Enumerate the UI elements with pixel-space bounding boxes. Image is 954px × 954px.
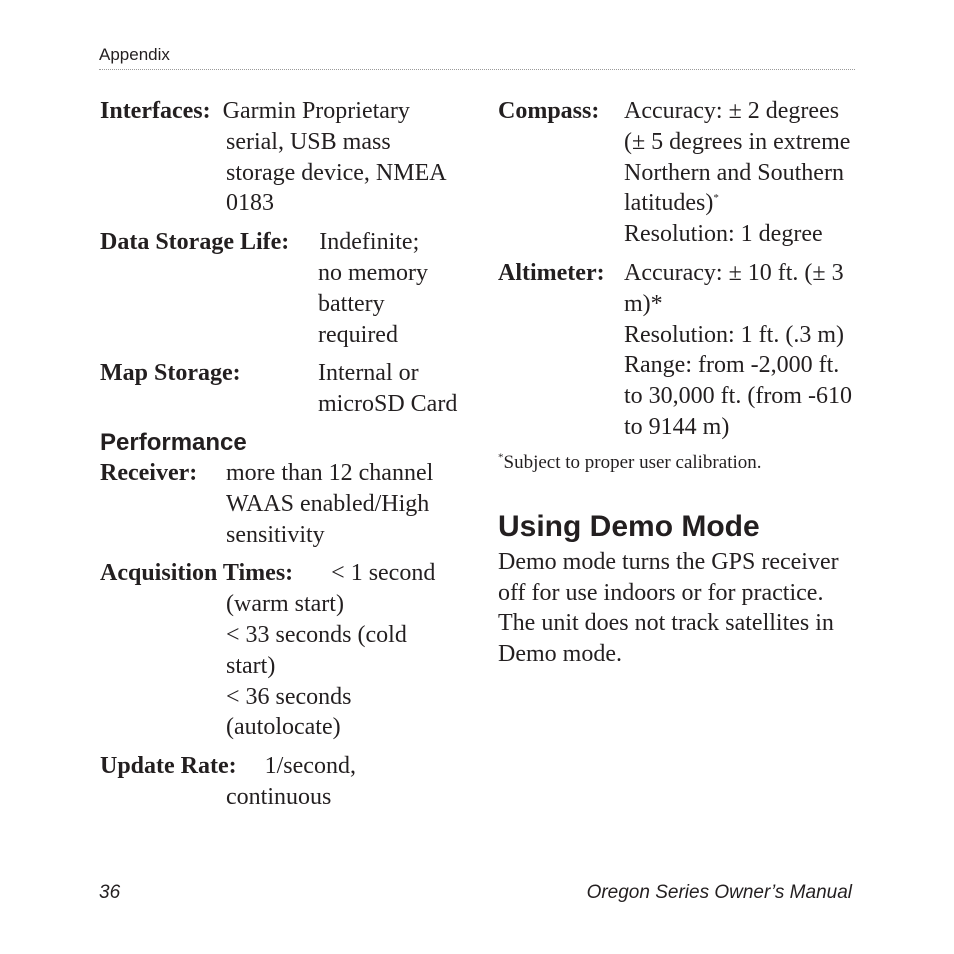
spec-receiver <box>100 458 470 550</box>
header-divider <box>99 69 855 70</box>
spec-value-line: 0183 <box>226 190 274 217</box>
spec-value: Garmin Proprietary <box>222 98 410 124</box>
footnote-text: Subject to proper user calibration. <box>503 451 762 473</box>
spec-value-line: (± 5 degrees in extreme <box>624 128 851 155</box>
spec-label: Interfaces: <box>100 98 211 124</box>
spec-compass <box>498 96 868 250</box>
spec-value-line: (warm start) <box>226 591 344 618</box>
spec-value-line: serial, USB mass <box>226 128 391 155</box>
spec-value-line: < 36 seconds <box>226 683 352 710</box>
spec-value-continued <box>226 127 470 219</box>
spec-value: 1/second, <box>264 753 356 780</box>
spec-label: Receiver: <box>100 459 198 486</box>
footnote-mark: * <box>498 451 504 464</box>
spec-data-storage-life <box>100 227 470 350</box>
spec-label: Update Rate: <box>100 753 237 780</box>
spec-value: Internal or <box>318 360 419 387</box>
spec-interfaces <box>100 96 470 219</box>
spec-altimeter <box>498 258 868 443</box>
spec-value-text: latitudes) <box>624 190 714 217</box>
spec-value-line: WAAS enabled/High <box>226 490 430 517</box>
spec-value-line: required <box>318 321 398 348</box>
spec-value-line: < 33 seconds (cold <box>226 621 407 648</box>
right-column <box>498 96 868 670</box>
spec-value: Accuracy: ± 2 degrees <box>624 98 840 124</box>
spec-value-line: m)* <box>624 290 663 317</box>
spec-value: Accuracy: ± 10 ft. (± 3 <box>624 259 844 286</box>
spec-label: Altimeter: <box>498 259 605 286</box>
demo-mode-paragraph <box>498 547 868 670</box>
spec-value-line: sensitivity <box>226 521 325 548</box>
spec-value-line: storage device, NMEA <box>226 159 447 186</box>
paragraph-line: off for use indoors or for practice. <box>498 579 824 606</box>
spec-value-line: start) <box>226 652 276 679</box>
spec-value-line: no memory <box>318 259 428 286</box>
spec-value-line: Resolution: 1 degree <box>624 221 823 248</box>
spec-map-storage <box>100 358 470 420</box>
spec-value-line: continuous <box>226 783 332 810</box>
spec-value-continued <box>624 289 868 443</box>
spec-acquisition-times <box>100 558 470 743</box>
spec-value-line <box>624 188 868 219</box>
spec-value: more than 12 channel <box>226 459 434 486</box>
footnote-mark: * <box>713 192 719 205</box>
spec-label: Compass: <box>498 98 600 124</box>
running-head: Appendix <box>99 45 170 64</box>
spec-value-line: microSD Card <box>318 391 458 418</box>
spec-value-continued <box>226 589 470 743</box>
section-heading-demo-mode: Using Demo Mode <box>498 509 760 543</box>
spec-value-line: battery <box>318 290 385 317</box>
spec-value: < 1 second <box>331 560 436 587</box>
spec-value-line: Resolution: 1 ft. (.3 m) <box>624 321 844 348</box>
paragraph-line: The unit does not track satellites in <box>498 610 834 637</box>
spec-value: Indefinite; <box>319 229 420 256</box>
spec-value-continued <box>624 127 868 250</box>
spec-value-line: Range: from -2,000 ft. <box>624 352 840 379</box>
footnote <box>498 451 868 475</box>
spec-label: Data Storage Life: <box>100 229 290 256</box>
footer-manual-title: Oregon Series Owner’s Manual <box>586 882 852 903</box>
spec-value-continued <box>318 389 470 420</box>
spec-value-continued <box>318 258 470 350</box>
spec-label: Acquisition Times: <box>100 560 294 587</box>
spec-value-line: Northern and Southern <box>624 159 844 186</box>
spec-value-line: to 30,000 ft. (from -610 <box>624 383 852 410</box>
spec-value-line: (autolocate) <box>226 714 341 741</box>
spec-value-continued <box>226 782 470 813</box>
paragraph-line: Demo mode turns the GPS receiver <box>498 548 839 575</box>
section-heading-performance: Performance <box>100 428 247 456</box>
spec-value-continued <box>226 489 470 551</box>
spec-value-line: to 9144 m) <box>624 413 730 440</box>
paragraph-line: Demo mode. <box>498 641 622 668</box>
spec-label: Map Storage: <box>100 360 241 387</box>
left-column <box>100 96 470 821</box>
spec-update-rate <box>100 751 470 813</box>
page-number: 36 <box>99 882 121 903</box>
